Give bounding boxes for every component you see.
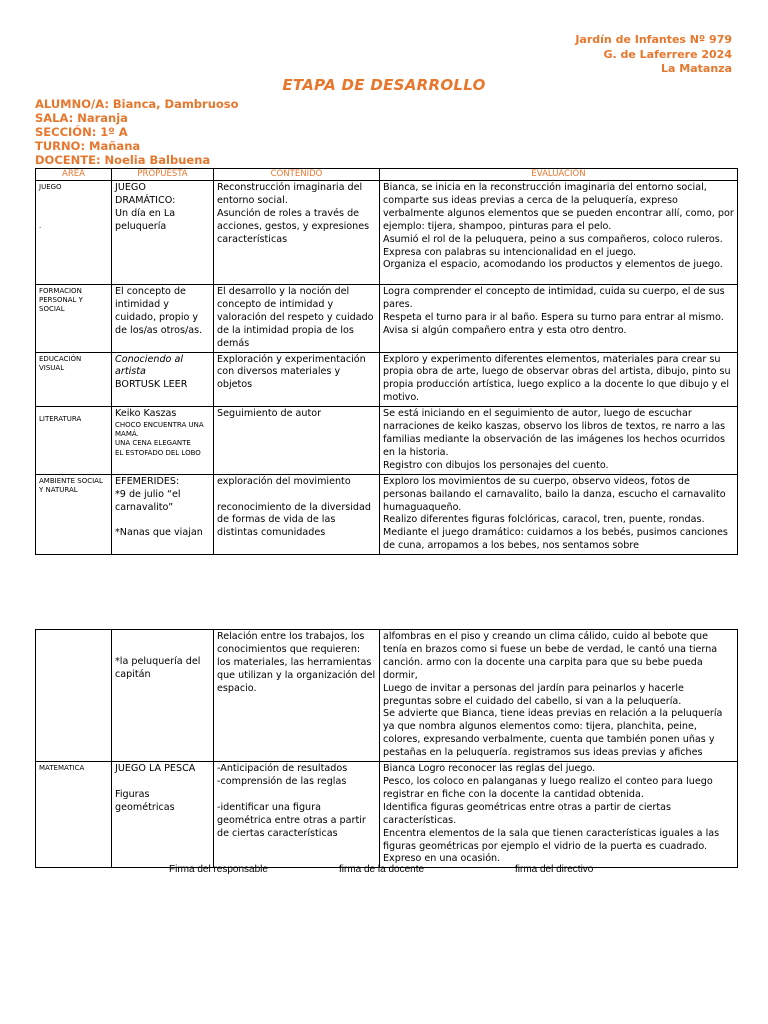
header-evaluacion: EVALUACIÓN — [380, 169, 738, 181]
row-area — [36, 181, 112, 285]
row-evaluacion: Bianca, se inicia en la reconstrucción imaginaria del entorno social, comparte sus ideas previas a cerca de la peluquería, expreso verbalmente algunos elementos que se pueden encontrar allí, como, por ejemplo: tijera, shampoo, pinturas para el pelo. Asumió el rol de la peluquera, peino a sus compañeros, coloco ruleros. Expresa con palabras su intencionalidad en el juego. Organiza el espacio, acomodando los productos y elementos de juego. — [380, 181, 738, 285]
row-evaluacion: Se está iniciando en el seguimiento de autor, luego de escuchar narraciones de keiko kaszas, observo los libros de textos, re narro a las familias mediante la observación de las imágenes los hechos ocurridos en la historia. Registro con dibujos los personajes del cuento. — [380, 407, 738, 475]
row-evaluacion: alfombras en el piso y creando un clima cálido, cuido al bebote que tenía en brazos como si fuese un bebe de verdad, le cantó una tierna canción. armo con la docente una carpita para que su bebe pueda dormir, Luego de invitar a personas del jardín para peinarlos y hacerle preguntas sobre el cuidado del cabello, si van a la peluquería. Se advierte que Bianca, tiene ideas previas en relación a la peluquería ya que nombra algunos elementos como: tijera, planchita, peine, colores, expresando verbalmente, cuenta que también ponen uñas y pestañas en la peluquería. registramos sus ideas previas y afiches — [380, 630, 738, 762]
row-area: LITERATURA — [36, 407, 112, 475]
row-evaluacion: Bianca Logro reconocer las reglas del juego. Pesco, los coloco en palanganas y luego realizo el conteo para luego registrar en fiche con la docente la cantidad obtenida. Identifica figuras geométricas entre otras a partir de ciertas características. Encentra elementos de la sala que tienen características iguales a las figuras geométricas por ejemplo el vidrio de la puerta es cuadrado. Expreso en una ocasión. — [380, 762, 738, 868]
page-title: ETAPA DE DESARROLLO — [282, 76, 486, 94]
row-propuesta-text: Keiko Kaszas — [115, 408, 177, 420]
row-propuesta: JUEGO LA PESCA Figuras geométricas — [112, 762, 214, 868]
row-area-label: JUEGO — [39, 183, 62, 191]
row-contenido: Seguimiento de autor — [214, 407, 380, 475]
header-area: AREA — [36, 169, 112, 181]
school-location-year: G. de Laferrere 2024 — [603, 47, 732, 61]
row-propuesta: El concepto de intimidad y cuidado, propio y de los/as otros/as. — [112, 285, 214, 353]
table-row — [36, 285, 738, 353]
table-row — [36, 630, 738, 762]
student-info — [35, 97, 239, 167]
table-row — [36, 352, 738, 407]
row-area: FORMACION PERSONAL Y SOCIAL — [36, 285, 112, 353]
student-shift: TURNO: Mañana — [35, 139, 141, 153]
row-propuesta-text: BORTUSK LEER — [115, 379, 188, 391]
table-row — [36, 762, 738, 868]
row-propuesta-italic: Conociendo al artista — [115, 353, 183, 378]
signature-docente: firma de la docente — [339, 864, 425, 875]
row-evaluacion: Exploro y experimento diferentes elementos, materiales para crear su propia obra de arte, luego de observar obras del artista, dibujo, pinto su propia producción artística, luego explico a la docente lo que dibujo y el motivo. — [380, 352, 738, 407]
student-room: SALA: Naranja — [35, 111, 128, 125]
row-area: MATEMATICA — [36, 762, 112, 868]
row-area — [36, 630, 112, 762]
student-name: ALUMNO/A: Bianca, Dambruoso — [35, 97, 239, 111]
student-teacher: DOCENTE: Noelia Balbuena — [35, 153, 211, 167]
row-area-extra: . — [39, 222, 42, 230]
row-propuesta: JUEGO DRAMÁTICO: Un día en La peluquería — [112, 181, 214, 285]
row-contenido: -Anticipación de resultados -comprensión de las reglas -identificar una figura geométrica entre otras a partir de ciertas características — [214, 762, 380, 868]
row-contenido: Relación entre los trabajos, los conocimientos que requieren: los materiales, las herramientas que utilizan y la organización del espacio. — [214, 630, 380, 762]
row-area: EDUCACIÓN VISUAL — [36, 352, 112, 407]
school-header — [575, 33, 732, 77]
table-row — [36, 181, 738, 285]
evaluation-table — [35, 168, 738, 555]
row-evaluacion: Exploro los movimientos de su cuerpo, observo videos, fotos de personas bailando el carnavalito, bailo la danza, escucho el carnavalito humaguaqueño. Realizo diferentes figuras folclóricas, caracol, tren, puente, rondas. Mediante el juego dramático: cuidamos a los bebés, pusimos canciones de cuna, arropamos a los bebes, nos sentamos sobre — [380, 474, 738, 554]
header-propuesta: PROPUESTA — [112, 169, 214, 181]
table-row — [36, 407, 738, 475]
row-contenido: El desarrollo y la noción del concepto de intimidad y valoración del respeto y cuidado de la intimidad propia de los demás — [214, 285, 380, 353]
header-contenido: CONTENIDO — [214, 169, 380, 181]
row-propuesta: EFEMERIDES: *9 de julio “el carnavalito” *Nanas que viajan — [112, 474, 214, 554]
row-area: AMBIENTE SOCIAL Y NATURAL — [36, 474, 112, 554]
school-name: Jardín de Infantes Nº 979 — [575, 33, 732, 46]
row-contenido: exploración del movimiento reconocimiento de la diversidad de formas de vida de las distintas comunidades — [214, 474, 380, 554]
signature-directivo: firma del directivo — [515, 864, 594, 875]
row-contenido: Exploración y experimentación con diversos materiales y objetos — [214, 352, 380, 407]
row-evaluacion: Logra comprender el concepto de intimidad, cuida su cuerpo, el de sus pares. Respeta el turno para ir al baño. Espera su turno para entrar al mismo. Avisa si algún compañero entra y esta otro dentro. — [380, 285, 738, 353]
row-contenido: Reconstrucción imaginaria del entorno social. Asunción de roles a través de acciones, gestos, y expresiones características — [214, 181, 380, 285]
student-section: SECCIÓN: 1º A — [35, 125, 128, 139]
evaluation-table-continued — [35, 629, 738, 868]
table-header-row — [36, 169, 738, 181]
signature-responsable: Firma del responsable — [169, 864, 268, 875]
row-propuesta — [112, 352, 214, 407]
row-propuesta-books: CHOCO ENCUENTRA UNA MAMÁ. UNA CENA ELEGANTE EL ESTOFADO DEL LOBO — [115, 421, 204, 457]
row-propuesta: *la peluquería del capitán — [112, 630, 214, 762]
table-row — [36, 474, 738, 554]
school-district: La Matanza — [661, 62, 732, 75]
row-propuesta — [112, 407, 214, 475]
